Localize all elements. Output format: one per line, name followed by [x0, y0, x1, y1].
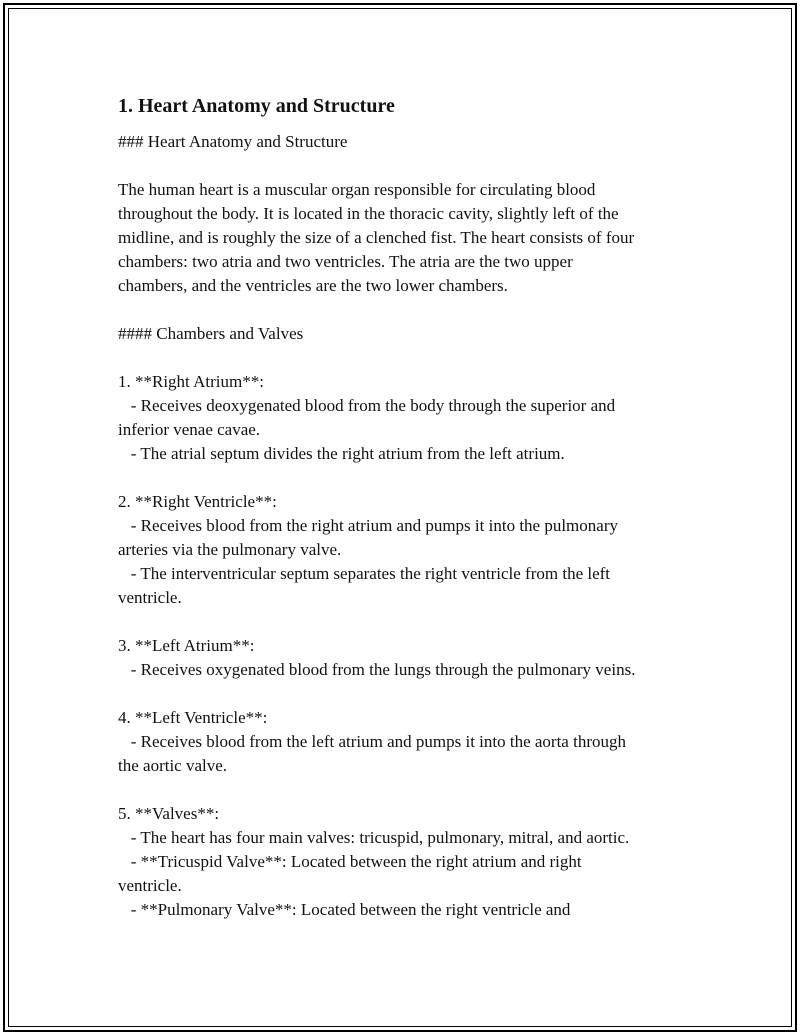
text-line: - **Tricuspid Valve**: Located between the right atrium and right: [118, 852, 582, 871]
text-line: 5. **Valves**:: [118, 804, 220, 823]
text-line: - Receives blood from the right atrium and pumps it into the pulmonary: [118, 516, 618, 535]
text-line: - Receives oxygenated blood from the lungs through the pulmonary veins.: [118, 660, 636, 679]
text-line: The human heart is a muscular organ responsible for circulating blood: [118, 180, 596, 199]
blank-line: [118, 466, 688, 490]
document-body: [118, 92, 688, 922]
text-line: - Receives deoxygenated blood from the body through the superior and: [118, 396, 616, 415]
text-line: 3. **Left Atrium**:: [118, 636, 255, 655]
text-line: - Receives blood from the left atrium and pumps it into the aorta through: [118, 732, 626, 751]
text-line: the aortic valve.: [118, 756, 228, 775]
text-line: 2. **Right Ventricle**:: [118, 492, 277, 511]
text-line: inferior venae cavae.: [118, 420, 261, 439]
blank-line: [118, 682, 688, 706]
blank-line: [118, 298, 688, 322]
document-text: [118, 130, 688, 922]
text-line: #### Chambers and Valves: [118, 324, 304, 343]
text-line: ventricle.: [118, 876, 182, 895]
text-line: 1. **Right Atrium**:: [118, 372, 264, 391]
text-line: - The interventricular septum separates the right ventricle from the left: [118, 564, 611, 583]
text-line: - The heart has four main valves: tricuspid, pulmonary, mitral, and aortic.: [118, 828, 630, 847]
text-line: arteries via the pulmonary valve.: [118, 540, 342, 559]
text-line: throughout the body. It is located in the thoracic cavity, slightly left of the: [118, 204, 619, 223]
blank-line: [118, 154, 688, 178]
text-line: ### Heart Anatomy and Structure: [118, 132, 348, 151]
text-line: 4. **Left Ventricle**:: [118, 708, 268, 727]
blank-line: [118, 778, 688, 802]
blank-line: [118, 610, 688, 634]
text-line: - The atrial septum divides the right atrium from the left atrium.: [118, 444, 565, 463]
text-line: chambers, and the ventricles are the two lower chambers.: [118, 276, 508, 295]
text-line: - **Pulmonary Valve**: Located between the right ventricle and: [118, 900, 571, 919]
blank-line: [118, 346, 688, 370]
text-line: midline, and is roughly the size of a clenched fist. The heart consists of four: [118, 228, 635, 247]
text-line: ventricle.: [118, 588, 182, 607]
text-line: chambers: two atria and two ventricles. The atria are the two upper: [118, 252, 573, 271]
document-title: 1. Heart Anatomy and Structure: [118, 95, 395, 117]
